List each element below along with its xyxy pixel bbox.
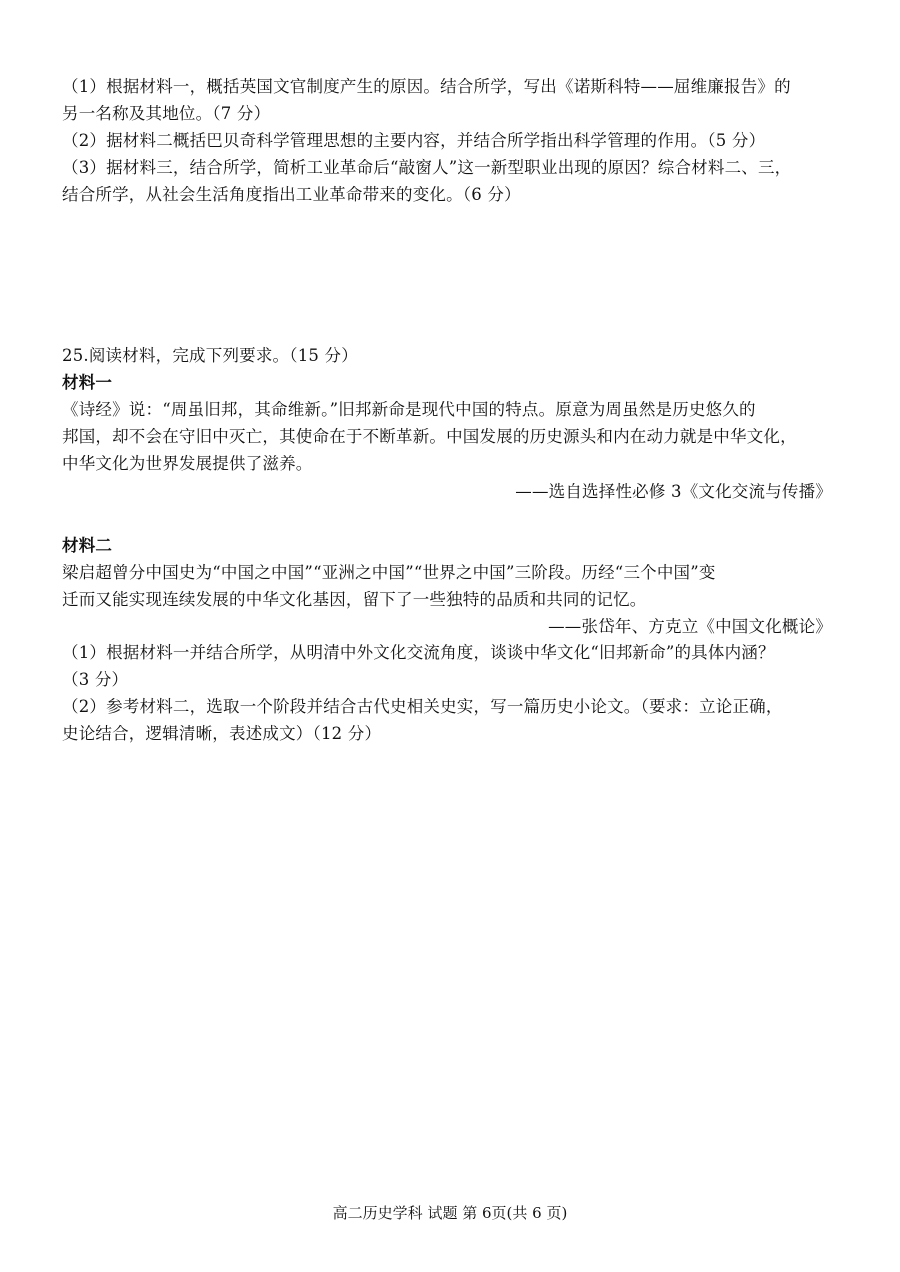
material-1-line-2: 邦国，却不会在守旧中灭亡，其使命在于不断革新。中国发展的历史源头和内在动力就是中华文化， — [62, 427, 797, 446]
question-25-part-2-line-1: （2）参考材料二，选取一个阶段并结合古代史相关史实，写一篇历史小论文。（要求：立论正确， — [62, 697, 783, 716]
question-24-part-2: （2）据材料二概括巴贝奇科学管理思想的主要内容，并结合所学指出科学管理的作用。（5 分） — [62, 131, 766, 150]
question-24-part-1-line-2: 另一名称及其地位。（7 分） — [62, 104, 271, 123]
question-25-heading: 25.阅读材料，完成下列要求。（15 分） — [62, 346, 358, 365]
question-24-part-1-line-1: （1）根据材料一，概括英国文官制度产生的原因。结合所学，写出《诺斯科特——屈维廉报告》的 — [62, 77, 791, 96]
material-1-source: ——选自选择性必修 3《文化交流与传播》 — [515, 482, 832, 501]
question-25-part-1-line-2: （3 分） — [62, 670, 129, 689]
question-24-part-3-line-2: 结合所学，从社会生活角度指出工业革命带来的变化。（6 分） — [62, 185, 521, 204]
question-25-part-2-line-2: 史论结合，逻辑清晰，表述成文）（12 分） — [62, 724, 382, 743]
material-2-line-1: 梁启超曾分中国史为“中国之中国”“亚洲之中国”“世界之中国”三阶段。历经“三个中国”变 — [62, 563, 716, 582]
question-25-part-1-line-1: （1）根据材料一并结合所学，从明清中外文化交流角度，谈谈中华文化“旧邦新命”的具体内涵？ — [62, 643, 775, 662]
material-2-source: ——张岱年、方克立《中国文化概论》 — [548, 617, 832, 636]
material-1-line-3: 中华文化为世界发展提供了滋养。 — [62, 454, 313, 473]
material-1-title: 材料一 — [62, 373, 113, 392]
material-2-title: 材料二 — [62, 536, 113, 555]
page-footer: 高二历史学科 试题 第 6页(共 6 页) — [332, 1204, 568, 1222]
question-24-part-3-line-1: （3）据材料三，结合所学，简析工业革命后“敲窗人”这一新型职业出现的原因？综合材料二、三， — [62, 158, 792, 177]
material-1-line-1: 《诗经》说：“周虽旧邦，其命维新。”旧邦新命是现代中国的特点。原意为周虽然是历史悠久的 — [62, 400, 756, 419]
material-2-line-2: 迁而又能实现连续发展的中华文化基因，留下了一些独特的品质和共同的记忆。 — [62, 590, 647, 609]
